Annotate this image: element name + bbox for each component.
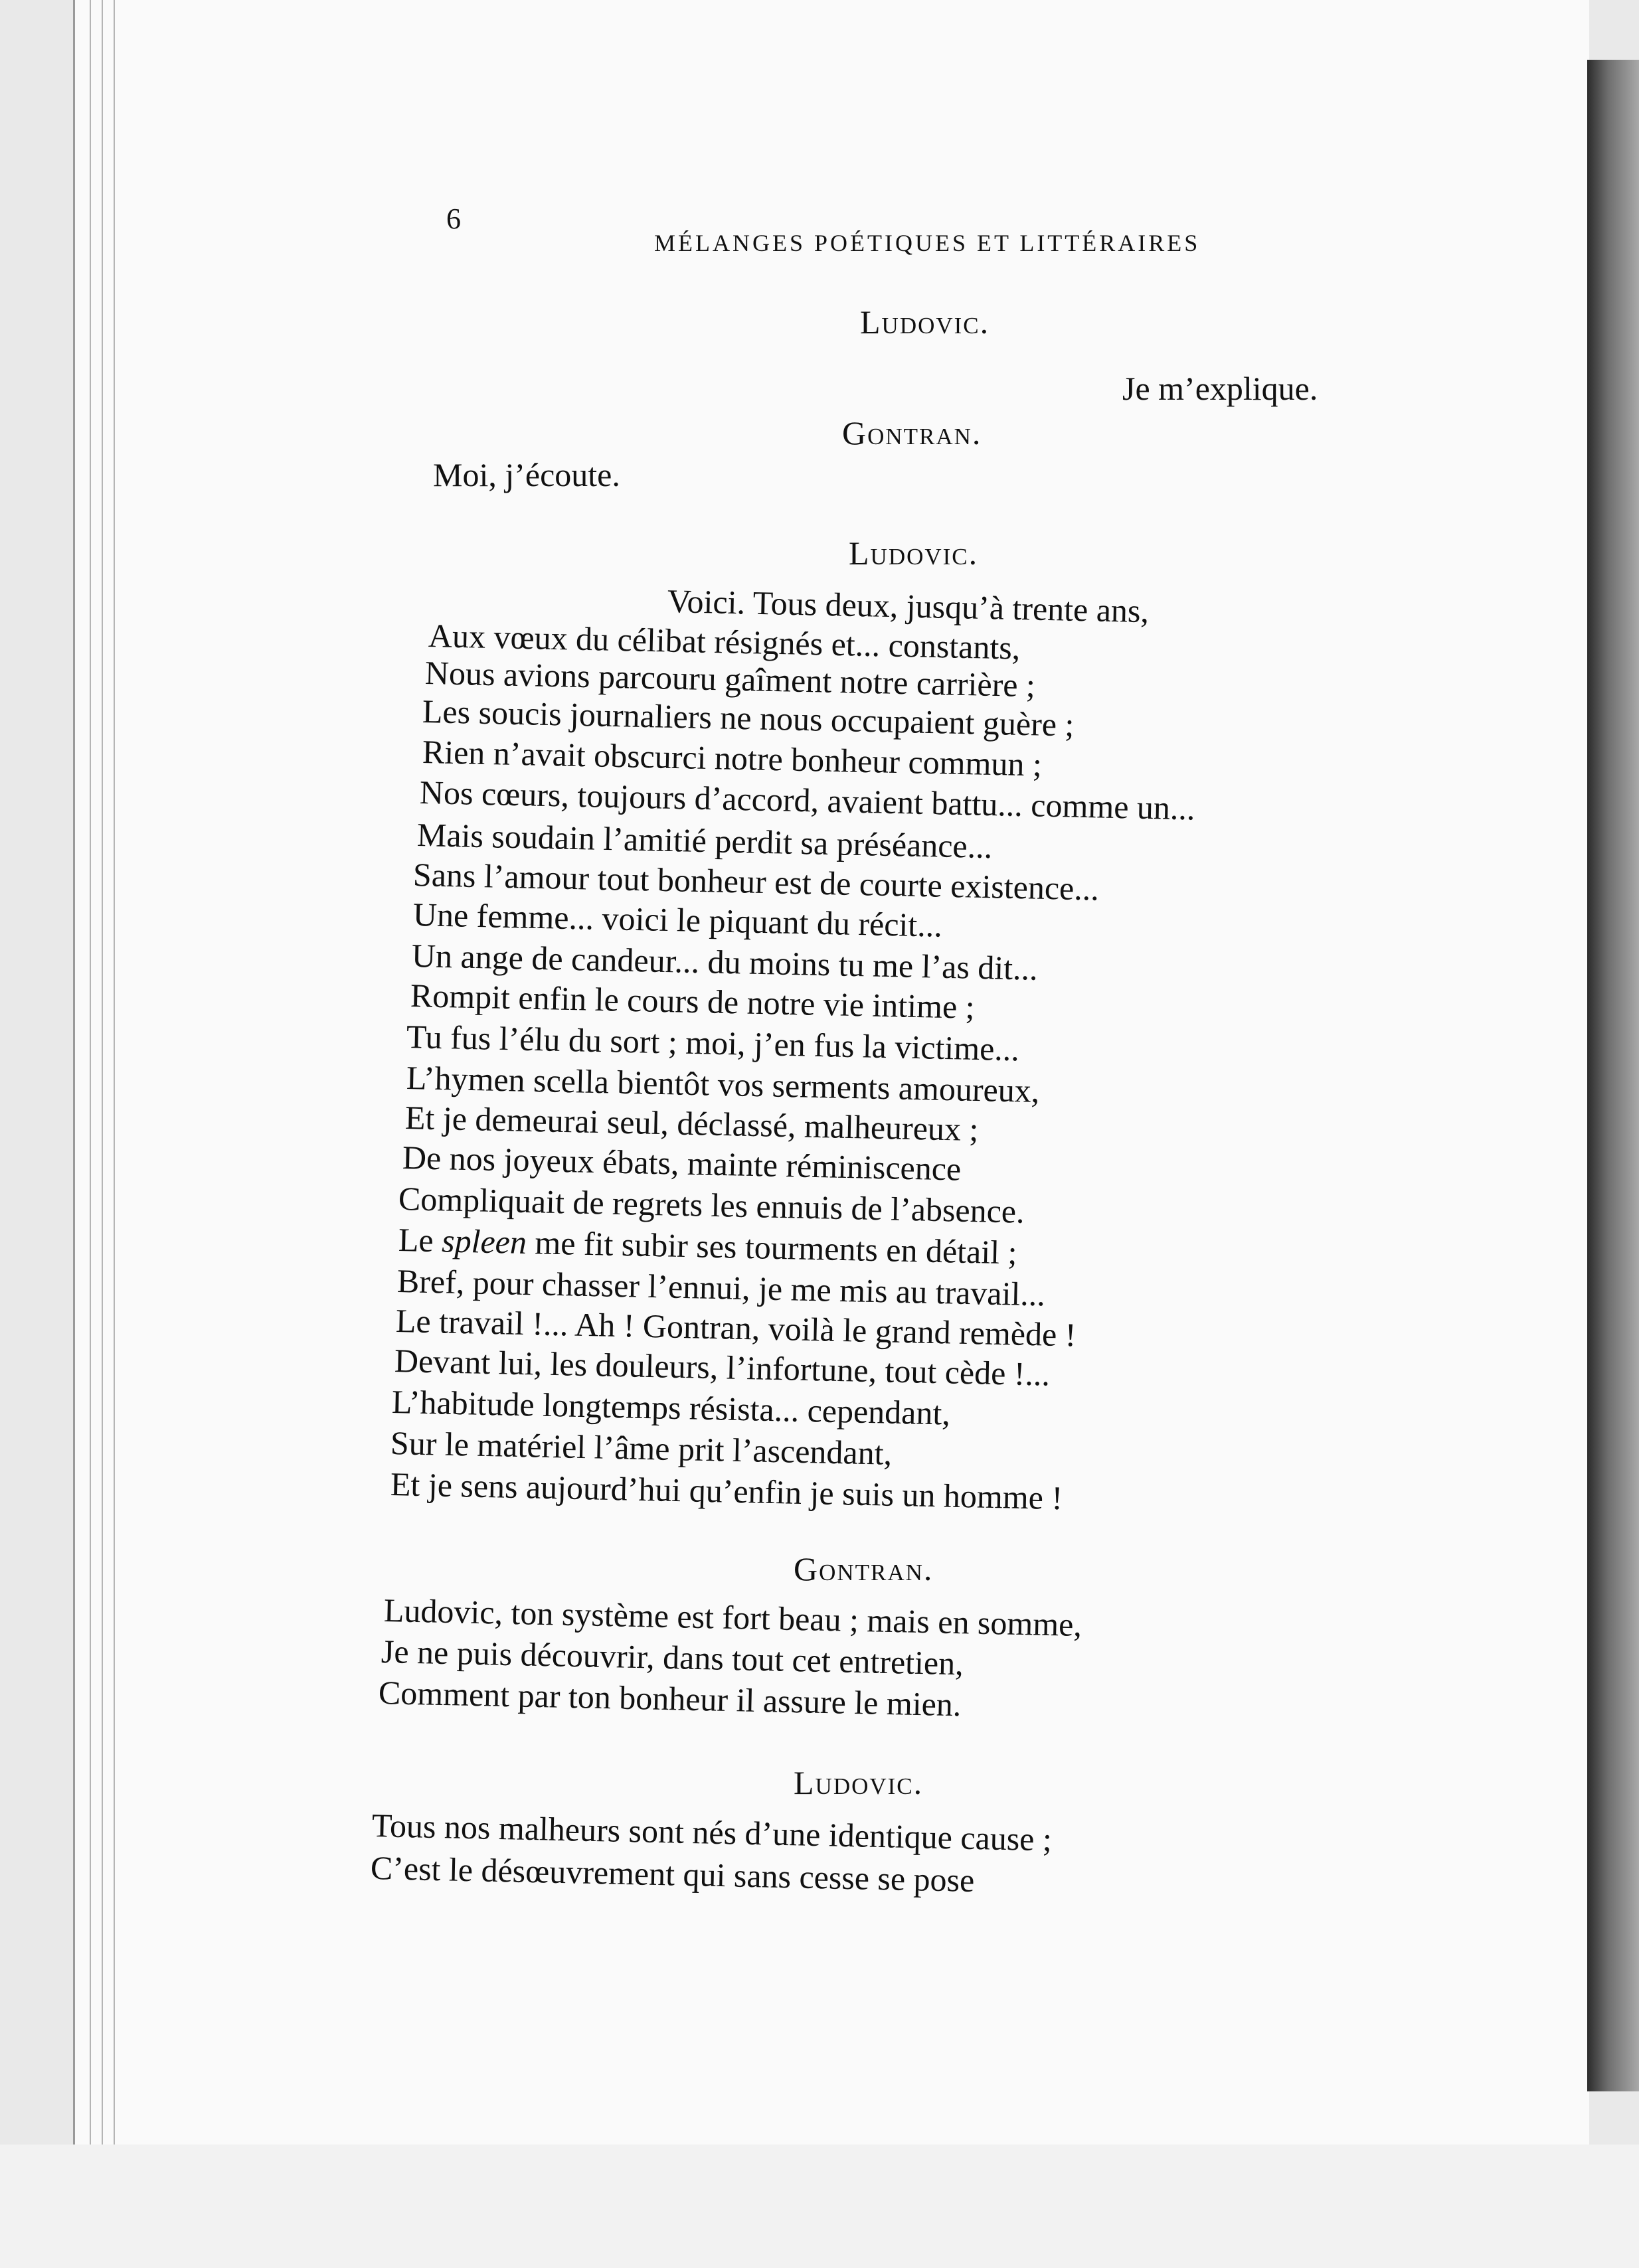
page-number: 6 [446, 202, 461, 235]
speaker-name: Gontran. [842, 414, 982, 451]
speaker-name: Ludovic. [849, 534, 979, 572]
verse-line: Moi, j’écoute. [433, 456, 620, 493]
verse-line: Et je sens aujourd’hui qu’enfin je suis un homme ! [390, 1465, 1063, 1517]
verse-text: me fit subir ses tourments en détail ; [526, 1224, 1018, 1271]
speaker-name: Ludovic. [860, 303, 990, 341]
page-edge [102, 0, 103, 2145]
verse-line: Sans l’amour tout bonheur est de courte existence... [412, 856, 1100, 908]
verse-line: Et je demeurai seul, déclassé, malheureux ; [404, 1099, 979, 1149]
verse-line: Je ne puis découvrir, dans tout cet entretien, [381, 1633, 964, 1682]
binding-shadow [1587, 60, 1639, 2091]
verse-line: Rompit enfin le cours de notre vie intime ; [410, 977, 976, 1026]
verse-text: Le [398, 1221, 442, 1259]
verse-line: C’est le désœuvrement qui sans cesse se pose [370, 1849, 975, 1900]
verse-line: L’habitude longtemps résista... cependant, [391, 1383, 951, 1432]
verse-line: Devant lui, les douleurs, l’infortune, tout cède !... [394, 1342, 1051, 1393]
verse-line: Un ange de candeur... du moins tu me l’as dit... [411, 937, 1039, 987]
verse-line: Sur le matériel l’âme prit l’ascendant, [390, 1424, 893, 1472]
scan-margin [0, 2145, 1639, 2268]
verse-line: Rien n’avait obscurci notre bonheur commun ; [422, 733, 1043, 783]
page-edge [114, 0, 115, 2145]
verse-line: Nous avions parcouru gaîment notre carrière ; [424, 654, 1036, 704]
verse-line: Voici. Tous deux, jusqu’à trente ans, [667, 582, 1150, 630]
verse-line: Une femme... voici le piquant du récit... [412, 896, 943, 944]
verse-line: Je m’explique. [1122, 370, 1318, 407]
verse-line: Mais soudain l’amitié perdit sa préséance... [416, 816, 993, 866]
verse-line: Tu fus l’élu du sort ; moi, j’en fus la victime... [406, 1018, 1020, 1068]
running-title: MÉLANGES POÉTIQUES ET LITTÉRAIRES [654, 230, 1201, 256]
verse-line: Compliquait de regrets les ennuis de l’absence. [398, 1180, 1025, 1230]
verse-line: Nos cœurs, toujours d’accord, avaient battu... comme un... [419, 773, 1196, 827]
page-edge [90, 0, 91, 2145]
verse-line: Les soucis journaliers ne nous occupaient guère ; [422, 692, 1075, 744]
italic-word: spleen [441, 1222, 527, 1261]
speaker-name: Gontran. [794, 1550, 934, 1587]
verse-line: L’hymen scella bientôt vos serments amoureux, [406, 1059, 1040, 1109]
verse-line: Aux vœux du célibat résignés et... constants, [428, 617, 1021, 667]
verse-line: Ludovic, ton système est fort beau ; mais en somme, [383, 1591, 1082, 1644]
verse-line: Comment par ton bonheur il assure le mien. [378, 1674, 962, 1724]
speaker-name: Ludovic. [794, 1764, 924, 1801]
verse-line: De nos joyeux ébats, mainte réminiscence [402, 1139, 962, 1188]
verse-line: Le travail !... Ah ! Gontran, voilà le grand remède ! [395, 1302, 1077, 1354]
verse-line: Bref, pour chasser l’ennui, je me mis au travail... [396, 1262, 1046, 1313]
verse-line: Tous nos malheurs sont nés d’une identique cause ; [371, 1807, 1053, 1858]
